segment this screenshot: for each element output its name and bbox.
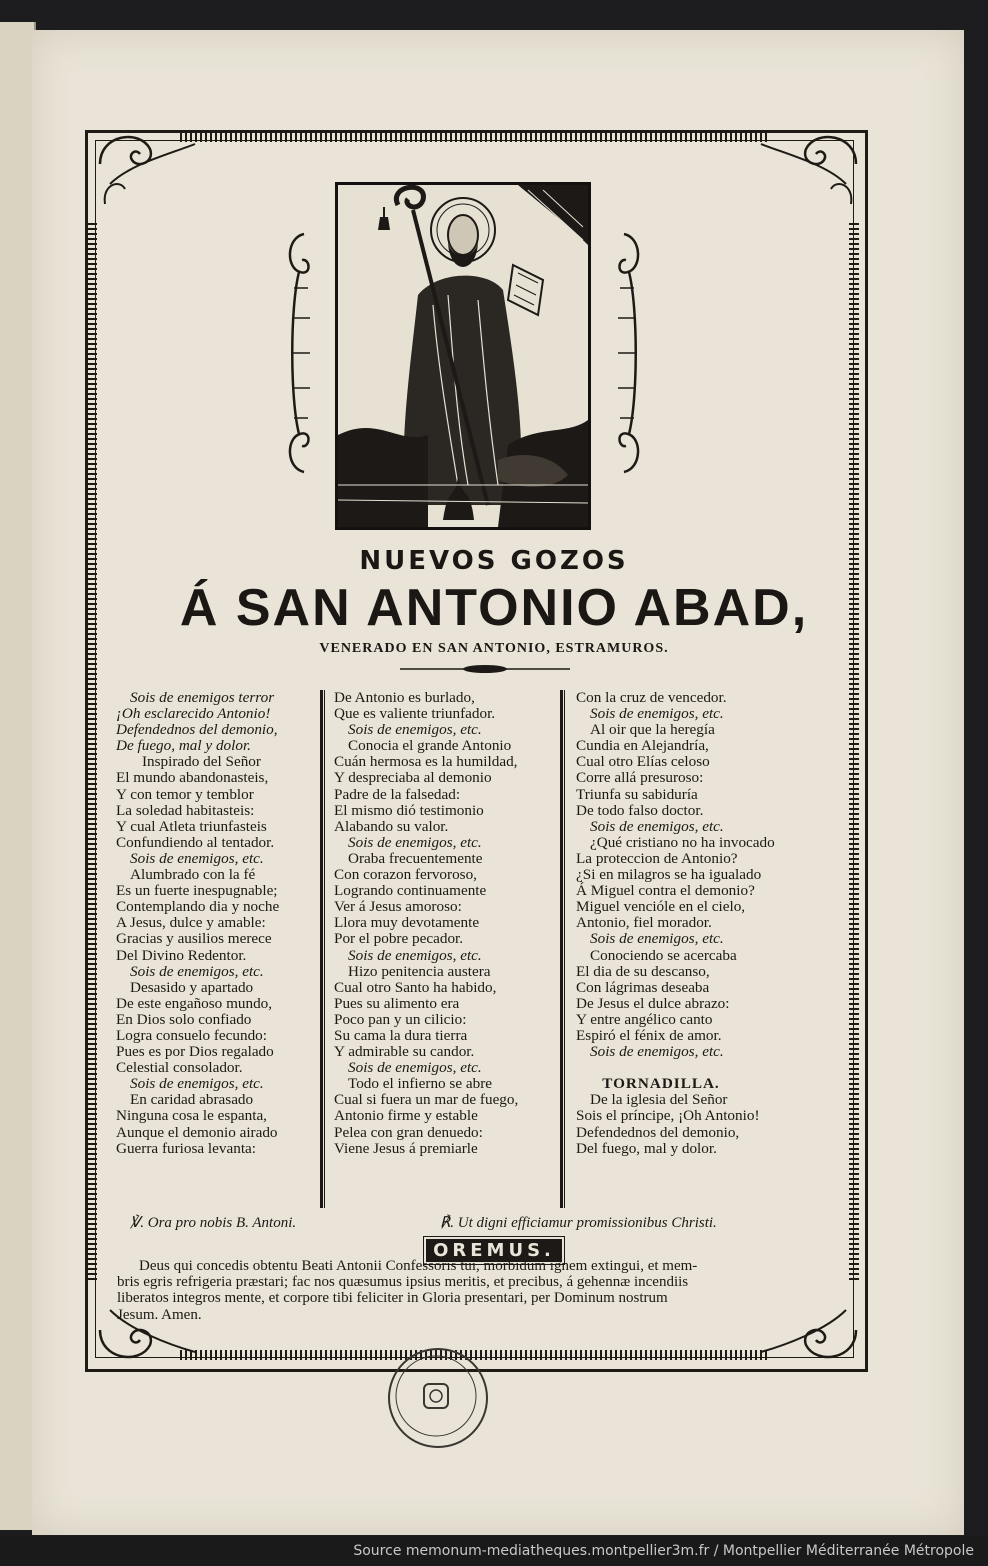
oremus-label: OREMUS. bbox=[426, 1239, 562, 1262]
verse-line: Logrando continuamente bbox=[334, 882, 487, 900]
verse-line: Al oir que la heregía bbox=[590, 721, 715, 739]
verse-line: Sois el príncipe, ¡Oh Antonio! bbox=[576, 1107, 760, 1125]
verse-line: Y cual Atleta triunfasteis bbox=[116, 817, 267, 835]
verse-line: Logra consuelo fecundo: bbox=[116, 1026, 267, 1044]
verse-line: De la iglesia del Señor bbox=[590, 1091, 728, 1109]
verse-line: Pelea con gran denuedo: bbox=[334, 1123, 483, 1141]
verse-line: Cuán hermosa es la humildad, bbox=[334, 753, 518, 771]
prayer-line: bris egris refrigeria præstari; fac nos quæsumus ipsius meritis, et precibus, á gehennæ incendiis bbox=[117, 1274, 689, 1291]
previous-page-edge bbox=[0, 22, 36, 1530]
verse-line: Del Divino Redentor. bbox=[116, 946, 247, 964]
verse-line: Triunfa su sabiduría bbox=[576, 785, 698, 803]
verse-line: Gracias y ausilios merece bbox=[116, 930, 272, 948]
verse-column-left bbox=[116, 690, 279, 1157]
verse-line: Llora muy devotamente bbox=[334, 914, 480, 932]
verse-line: Aunque el demonio airado bbox=[116, 1123, 278, 1141]
verse-line: Con la cruz de vencedor. bbox=[576, 689, 727, 706]
tornadilla-heading: TORNADILLA. bbox=[602, 1075, 720, 1093]
right-scroll-ornament-icon bbox=[612, 228, 646, 478]
verse-line: Miguel vencióle en el cielo, bbox=[576, 898, 746, 916]
verse-line: De Antonio es burlado, bbox=[334, 689, 475, 706]
verse-line: Con corazon fervoroso, bbox=[334, 866, 477, 884]
saint-figure-icon bbox=[338, 185, 588, 527]
verse-line: El dia de su descanso, bbox=[576, 962, 710, 980]
verse-refrain: Sois de enemigos, etc. bbox=[590, 705, 724, 723]
library-stamp bbox=[388, 1348, 488, 1448]
verse-line: Viene Jesus á premiarle bbox=[334, 1139, 478, 1157]
verse-line: ¿Qué cristiano no ha invocado bbox=[590, 833, 775, 851]
verse-line: Antonio, fiel morador. bbox=[576, 914, 712, 932]
verse-line: Oraba frecuentemente bbox=[348, 849, 483, 867]
column-divider-right-thin bbox=[564, 690, 565, 1208]
verse-line: Poco pan y un cilicio: bbox=[334, 1010, 467, 1028]
verse-refrain: Sois de enemigos, etc. bbox=[590, 817, 724, 835]
corner-flourish-top-left-icon bbox=[90, 124, 200, 214]
verse-line: Pues su alimento era bbox=[334, 994, 460, 1012]
verse-line: Con lágrimas deseaba bbox=[576, 978, 710, 996]
verse-line: Cundia en Alejandría, bbox=[576, 737, 709, 755]
verse-column-right bbox=[576, 690, 775, 1157]
verse-line: Cual otro Santo ha habido, bbox=[334, 978, 497, 996]
column-divider-left-thin bbox=[324, 690, 325, 1208]
verse-line: Ninguna cosa le espanta, bbox=[116, 1107, 267, 1125]
verse-line: Padre de la falsedad: bbox=[334, 785, 461, 803]
verse-line: Celestial consolador. bbox=[116, 1059, 243, 1077]
left-scroll-ornament-icon bbox=[282, 228, 316, 478]
verse-spacer bbox=[576, 1060, 775, 1076]
verse-line: ¡Oh esclarecido Antonio! bbox=[116, 705, 271, 723]
verse-line: Cual otro Elías celoso bbox=[576, 753, 710, 771]
verse-line: Y entre angélico canto bbox=[576, 1010, 713, 1028]
title-divider-ornament-icon bbox=[395, 662, 575, 676]
verse-refrain: Sois de enemigos, etc. bbox=[348, 833, 482, 851]
verse-line: Ver á Jesus amoroso: bbox=[334, 898, 462, 916]
verse-refrain: Sois de enemigos, etc. bbox=[130, 962, 264, 980]
verse-line: ¿Si en milagros se ha igualado bbox=[576, 866, 762, 884]
column-divider-left bbox=[320, 690, 323, 1208]
verse-line: Es un fuerte inespugnable; bbox=[116, 882, 278, 900]
prayer-line: liberatos integros mente, et corpore tibi feliciter in Gloria presentari, per Dominum nostrum bbox=[117, 1290, 668, 1307]
verse-line: Que es valiente triunfador. bbox=[334, 705, 496, 723]
verse-line: De este engañoso mundo, bbox=[116, 994, 273, 1012]
title-nuevos-gozos: NUEVOS GOZOS bbox=[359, 546, 629, 576]
versicle-line: ℣. Ora pro nobis B. Antoni. bbox=[130, 1215, 297, 1231]
verse-line: Todo el infierno se abre bbox=[348, 1075, 493, 1093]
verse-line: La proteccion de Antonio? bbox=[576, 849, 738, 867]
column-divider-right bbox=[560, 690, 563, 1208]
verse-line: Contemplando dia y noche bbox=[116, 898, 280, 916]
verse-refrain: Sois de enemigos, etc. bbox=[590, 930, 724, 948]
source-attribution: Source memonum-mediatheques.montpellier3m.fr / Montpellier Méditerranée Métropole bbox=[0, 1536, 988, 1566]
verse-refrain: Sois de enemigos, etc. bbox=[130, 849, 264, 867]
verse-line: De todo falso doctor. bbox=[576, 801, 704, 819]
verse-line: Espiró el fénix de amor. bbox=[576, 1026, 722, 1044]
verse-line: Y con temor y temblor bbox=[116, 785, 254, 803]
verse-line: Defendednos del demonio, bbox=[116, 721, 278, 739]
verse-line: Conociendo se acercaba bbox=[590, 946, 737, 964]
verse-line: Sois de enemigos terror bbox=[130, 689, 275, 706]
verse-refrain: Sois de enemigos, etc. bbox=[348, 946, 482, 964]
verse-line: Inspirado del Señor bbox=[142, 753, 261, 771]
verse-line: De fuego, mal y dolor. bbox=[116, 737, 251, 755]
verse-line: Y despreciaba al demonio bbox=[334, 769, 492, 787]
border-top-rail bbox=[180, 132, 770, 142]
verse-line: La soledad habitasteis: bbox=[116, 801, 255, 819]
prayer-line: Jesum. Amen. bbox=[117, 1306, 202, 1323]
verse-line: A Jesus, dulce y amable: bbox=[116, 914, 266, 932]
verse-line: El mundo abandonasteis, bbox=[116, 769, 269, 787]
verse-line: En caridad abrasado bbox=[130, 1091, 254, 1109]
verse-line: Corre allá presuroso: bbox=[576, 769, 704, 787]
verse-line: Pues es por Dios regalado bbox=[116, 1043, 274, 1061]
verse-line: El mismo dió testimonio bbox=[334, 801, 484, 819]
library-stamp-seal-icon bbox=[388, 1348, 484, 1444]
verse-line: Alumbrado con la fé bbox=[130, 866, 256, 884]
verse-line: Guerra furiosa levanta: bbox=[116, 1139, 256, 1157]
border-right-rail bbox=[849, 220, 859, 1280]
border-left-rail bbox=[87, 220, 97, 1280]
corner-flourish-top-right-icon bbox=[756, 124, 866, 214]
verse-line: Antonio firme y estable bbox=[334, 1107, 478, 1125]
verse-line: Confundiendo al tentador. bbox=[116, 833, 275, 851]
title-san-antonio-abad: Á SAN ANTONIO ABAD, bbox=[179, 579, 809, 637]
subtitle-venerado: VENERADO EN SAN ANTONIO, ESTRAMUROS. bbox=[319, 641, 669, 656]
verse-line: Y admirable su candor. bbox=[334, 1043, 475, 1061]
verse-refrain: Sois de enemigos, etc. bbox=[590, 1043, 724, 1061]
verse-line: De Jesus el dulce abrazo: bbox=[576, 994, 730, 1012]
verse-line: Su cama la dura tierra bbox=[334, 1026, 468, 1044]
verse-refrain: Sois de enemigos, etc. bbox=[348, 721, 482, 739]
verse-line: Cual si fuera un mar de fuego, bbox=[334, 1091, 519, 1109]
verse-line: Por el pobre pecador. bbox=[334, 930, 464, 948]
prayer-text bbox=[117, 1258, 802, 1323]
verse-line: En Dios solo confiado bbox=[116, 1010, 252, 1028]
verse-line: Conocia el grande Antonio bbox=[348, 737, 512, 755]
verse-line: Hizo penitencia austera bbox=[348, 962, 491, 980]
verse-refrain: Sois de enemigos, etc. bbox=[348, 1059, 482, 1077]
verse-line: Desasido y apartado bbox=[130, 978, 254, 996]
verse-line: Defendednos del demonio, bbox=[576, 1123, 740, 1141]
prayer-line: Deus qui concedis obtentu Beati Antonii Confessoris tui, morbidum ignem extingui, et mem- bbox=[139, 1258, 698, 1274]
verse-column-middle bbox=[334, 690, 518, 1157]
response-line: ℟. Ut digni efficiamur promissionibus Christi. bbox=[440, 1215, 717, 1231]
saint-anthony-woodcut bbox=[335, 182, 591, 530]
verse-refrain: Sois de enemigos, etc. bbox=[130, 1075, 264, 1093]
verse-line: Alabando su valor. bbox=[334, 817, 449, 835]
verse-line: Á Miguel contra el demonio? bbox=[576, 882, 755, 900]
verse-line: Del fuego, mal y dolor. bbox=[576, 1139, 717, 1157]
